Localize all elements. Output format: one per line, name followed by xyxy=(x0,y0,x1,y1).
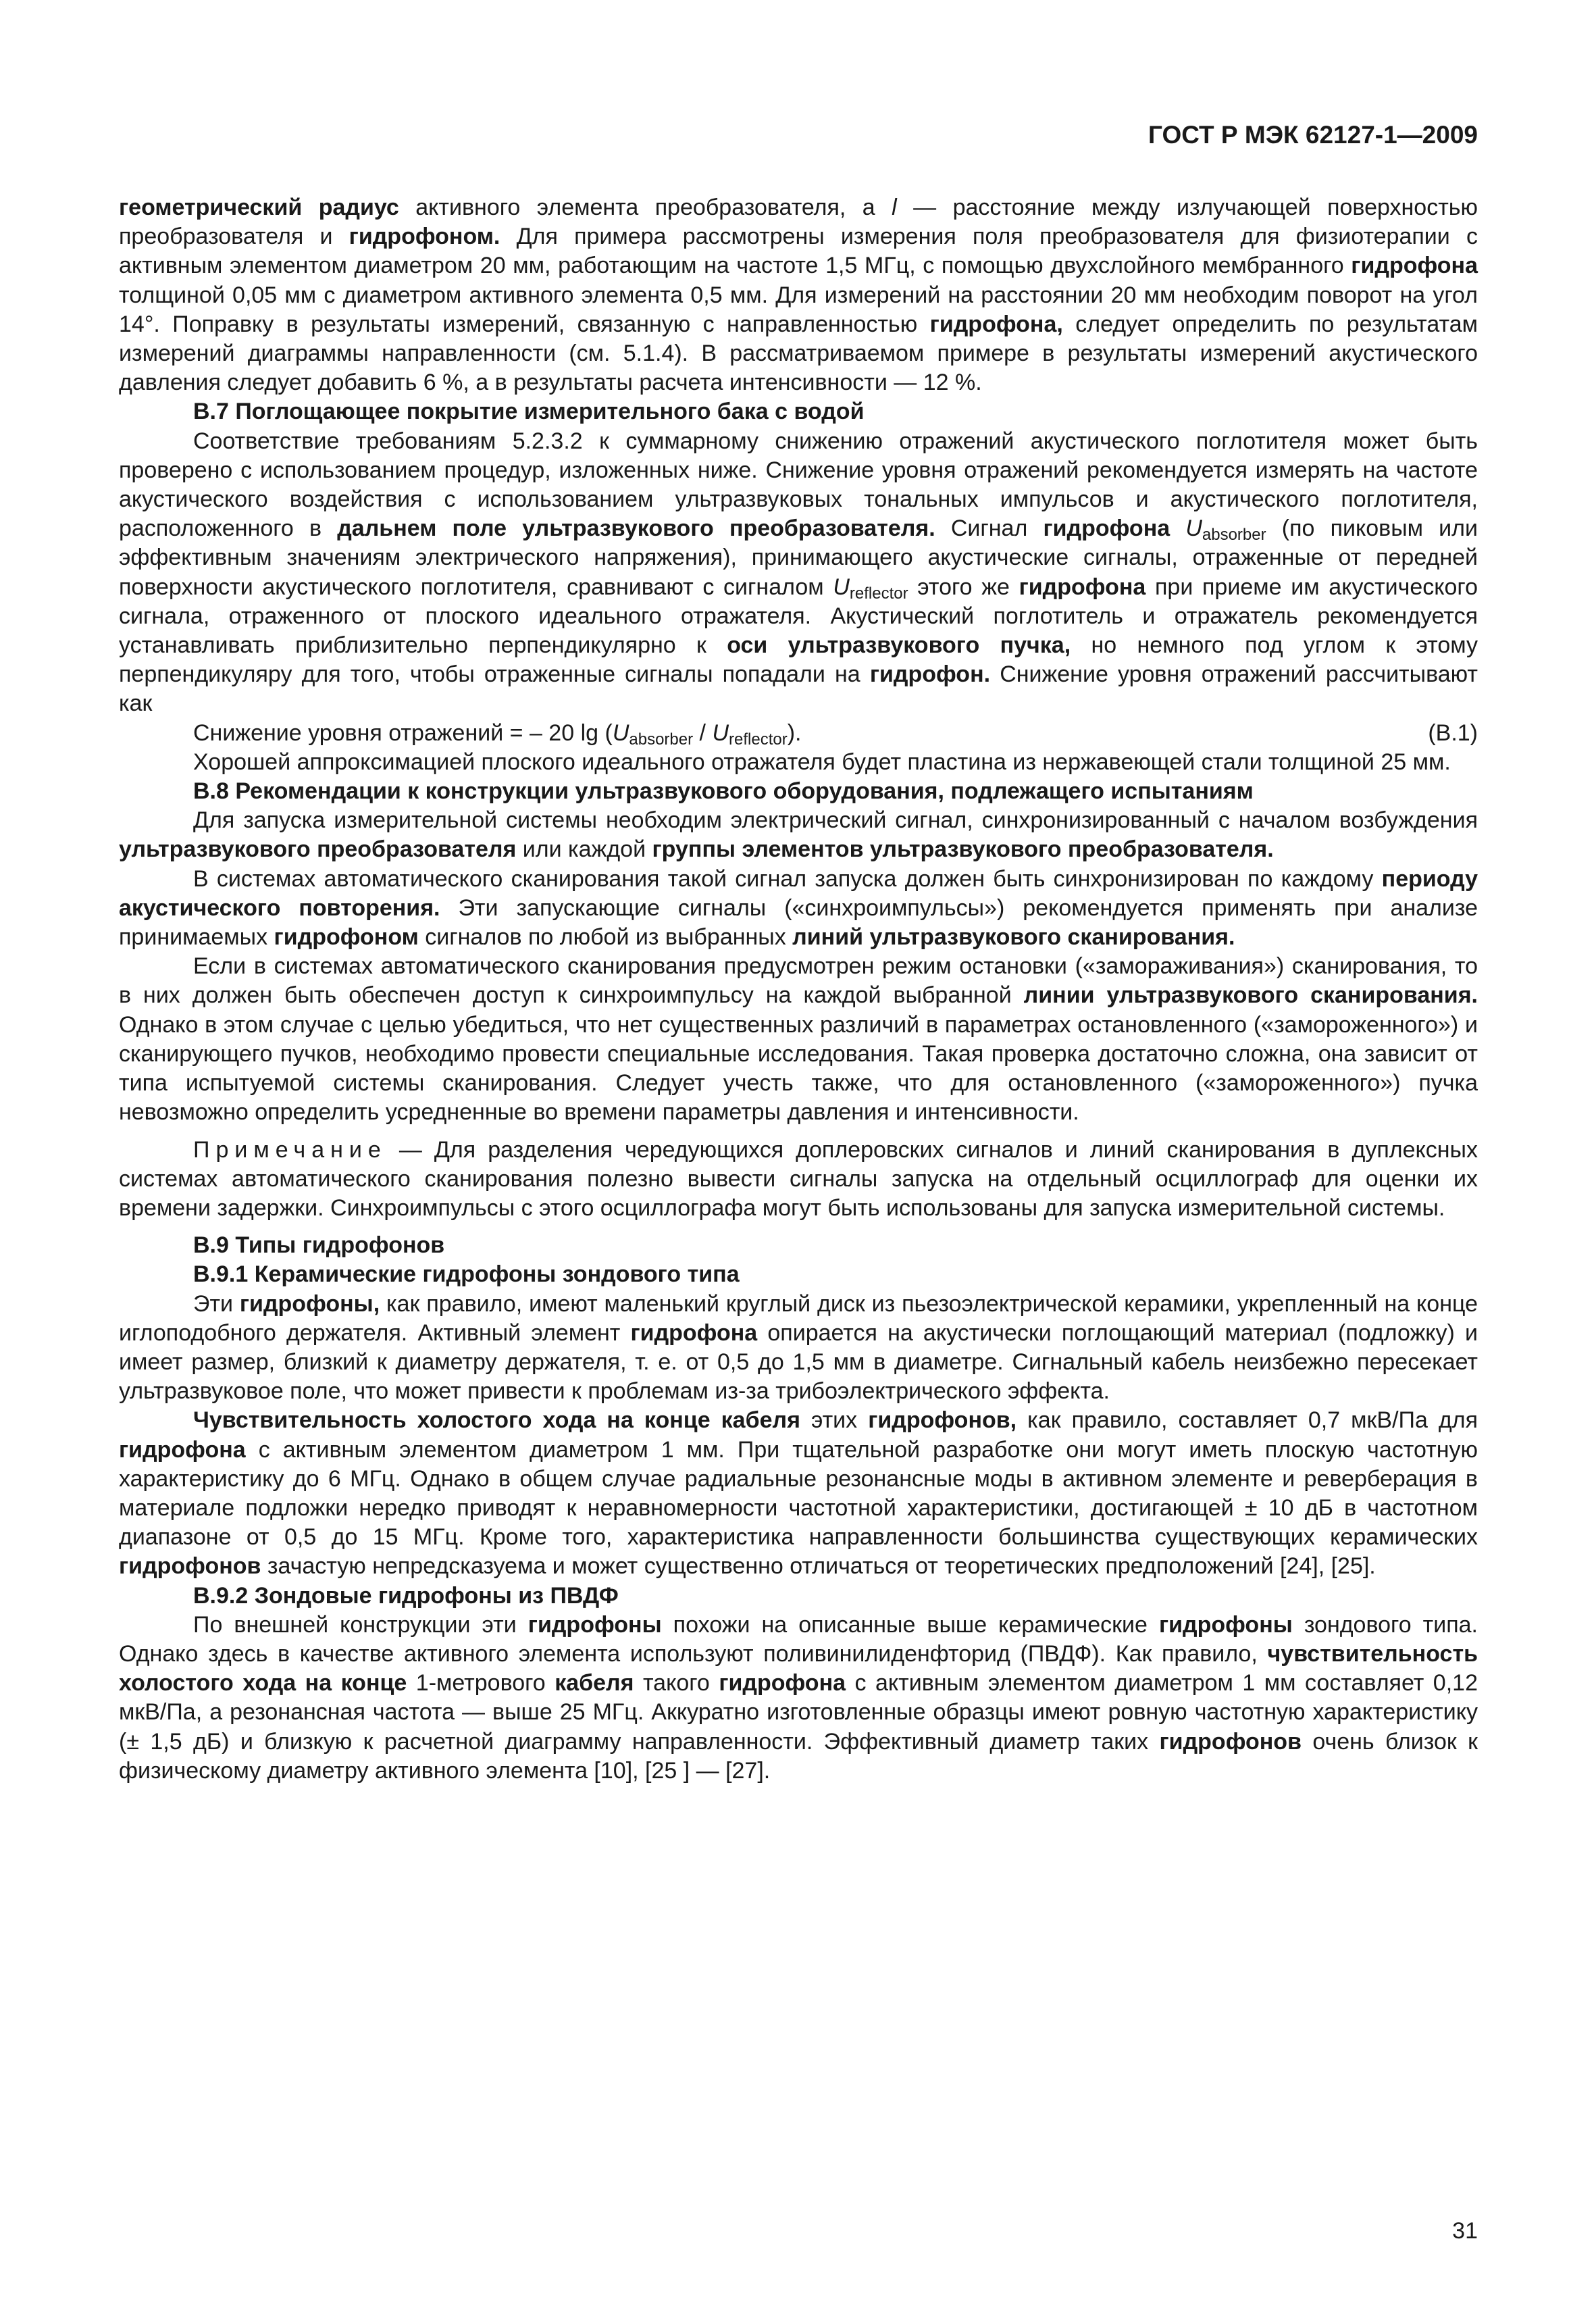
term: гидрофоны, xyxy=(239,1290,380,1317)
text: Соответствие требованиям 5.2.3.2 к суммарному снижению отражений акустического поглотителя может быть проверено с использованием процедур, изложенных ниже. Снижение уровня отражений рекомендуется измерять на частоте акустического воздействия с использованием ультразвуковых тональных импульсов и акустического поглотителя, расположенного в xyxy=(119,428,1478,542)
term: гидрофонов xyxy=(119,1553,261,1580)
page-number: 31 xyxy=(1452,2218,1478,2244)
text: Сигнал xyxy=(935,515,1044,542)
equation-number: (B.1) xyxy=(1428,720,1478,746)
text: при приеме им акустического сигнала, отраженного от плоского идеального отражателя. Акустический поглотитель и отражатель рекомендуется устанавливать приблизительно перпендикулярно к xyxy=(119,574,1478,659)
text: В системах автоматического сканирования такой сигнал запуска должен быть синхронизирован по каждому xyxy=(193,865,1382,892)
text: сигналов по любой из выбранных xyxy=(418,924,793,951)
text: (по пиковым или эффективным значениям электрического напряжения), принимающего акустические сигналы, отраженные от передней поверхности акустического поглотителя, сравнивают с сигналом xyxy=(119,515,1478,600)
term: гидрофон. xyxy=(869,661,991,688)
text: Эти запускающие сигналы («синхроимпульсы») рекомендуется применять при анализе принимаемых xyxy=(119,895,1478,951)
section-heading-b9: B.9 Типы гидрофонов xyxy=(193,1232,445,1259)
text: следует определить по результатам измерений диаграммы направленности (см. 5.1.4). В рассматриваемом примере в результаты измерений акустического давления следует добавить 6 %, а в результаты расчета интенсивности — 12 %. xyxy=(119,311,1478,396)
term: кабеля xyxy=(555,1670,634,1696)
text: этого же xyxy=(908,574,1019,600)
term: периоду акустического повторения. xyxy=(119,865,1478,921)
paragraph-b8-sync xyxy=(119,865,1478,953)
term: гидрофона xyxy=(1043,515,1170,542)
equation-text: / xyxy=(693,720,713,746)
term: гидрофоны xyxy=(1158,1611,1293,1638)
subscript: absorber xyxy=(1202,526,1266,545)
text: По внешней конструкции эти xyxy=(193,1611,528,1638)
paragraph-geometric-radius xyxy=(119,193,1478,397)
text: Для примера рассмотрены измерения поля преобразователя для физиотерапии с активным элементом диаметром 20 мм, работающим на частоте 1,5 МГц, с помощью двухслойного мембранного xyxy=(119,224,1478,279)
term: гидрофоном xyxy=(274,924,419,951)
text: как правило, составляет 0,7 мкВ/Па для xyxy=(1016,1407,1478,1434)
term: гидрофона, xyxy=(929,311,1063,337)
paragraph-b7-reflector: Хорошей аппроксимацией плоского идеального отражателя будет пластина из нержавеющей стали толщиной 25 мм. xyxy=(193,749,1451,775)
subscript: reflector xyxy=(849,584,908,603)
paragraph-b9-1-sensitivity xyxy=(119,1406,1478,1581)
term: гидрофона xyxy=(1351,253,1478,279)
text: этих xyxy=(800,1407,869,1434)
term: ультразвукового преобразователя xyxy=(119,836,517,863)
paragraph-b8-trigger xyxy=(119,806,1478,864)
term: оси ультразвукового пучка, xyxy=(727,632,1071,659)
subsection-heading-b9-1: B.9.1 Керамические гидрофоны зондового типа xyxy=(193,1261,740,1288)
text: — Для разделения чередующихся доплеровских сигналов и линий сканирования в дуплексных системах автоматического сканирования полезно вывести сигналы запуска на отдельный осциллограф для оценки их времени задержки. Синхроимпульсы с этого осциллографа могут быть использованы для запуска измерительной системы. xyxy=(119,1136,1478,1221)
text: толщиной 0,05 мм с диаметром активного элемента 0,5 мм. Для измерений на расстоянии 20 мм необходим поворот на угол 14°. Поправку в результаты измерений, связанную с направленностью xyxy=(119,282,1478,337)
text: активного элемента преобразователя, а xyxy=(398,195,892,220)
standard-header: ГОСТ Р МЭК 62127-1—2009 xyxy=(1148,121,1478,149)
term: гидрофонов, xyxy=(868,1407,1017,1434)
term: гидрофонов xyxy=(1159,1728,1302,1755)
document-body xyxy=(119,193,1478,1786)
paragraph-b9-2-pvdf xyxy=(119,1611,1478,1786)
variable: U xyxy=(1185,515,1202,542)
text: Для запуска измерительной системы необходим электрический сигнал, синхронизированный с началом возбуждения xyxy=(193,807,1478,834)
subscript: absorber xyxy=(629,730,694,749)
paragraph-b7-absorber xyxy=(119,427,1478,719)
term: линий ультразвукового сканирования. xyxy=(792,924,1235,951)
text: Эти xyxy=(193,1290,240,1317)
paragraph-b9-1-ceramic xyxy=(119,1290,1478,1407)
variable: l xyxy=(892,195,897,220)
text: зачастую непредсказуема и может существенно отличаться от теоретических предположений [24], [25]. xyxy=(261,1553,1376,1580)
text: Если в системах автоматического сканирования предусмотрен режим остановки («замораживания») сканирования, то в них должен быть обеспечен доступ к синхроимпульсу на каждой выбранной xyxy=(119,953,1478,1009)
text: как правило, имеют маленький круглый диск из пьезоэлектрической керамики, укрепленный на конце иглоподобного держателя. Активный элемент xyxy=(119,1290,1478,1346)
subsection-heading-b9-2: B.9.2 Зондовые гидрофоны из ПВДФ xyxy=(193,1582,619,1609)
text: зондового типа. Однако здесь в качестве активного элемента используют поливинилиденфторид (ПВДФ). Как правило, xyxy=(119,1611,1478,1667)
text: но немного под углом к этому перпендикуляру для того, чтобы отраженные сигналы попадали на xyxy=(119,632,1478,688)
text: — расстояние между излучающей поверхностью преобразователя и xyxy=(119,195,1478,250)
text: с активным элементом диаметром 1 мм составляет 0,12 мкВ/Па, а резонансная частота — выше 25 МГц. Аккуратно изготовленные образцы имеют ровную частотную характеристику (± 1,5 дБ) и близкую к расчетной диаграмму направленности. Эффективный диаметр таких xyxy=(119,1670,1478,1755)
term: группы элементов ультразвукового преобразователя. xyxy=(652,836,1274,863)
equation-b1 xyxy=(119,719,1478,748)
subscript: reflector xyxy=(729,730,788,749)
text: такого xyxy=(634,1670,719,1696)
text: очень близок к физическому диаметру активного элемента [10], [25 ] — [27]. xyxy=(119,1728,1478,1784)
term: гидрофона xyxy=(119,1436,246,1463)
term: Чувствительность холостого хода на конце кабеля xyxy=(193,1407,800,1434)
term: гидрофоном. xyxy=(349,224,500,250)
variable: U xyxy=(712,720,729,746)
term: чувствительность холостого хода на конце xyxy=(119,1640,1478,1696)
note-b8 xyxy=(119,1136,1478,1224)
term: гидрофона xyxy=(630,1319,758,1346)
equation-text: ). xyxy=(787,720,802,746)
text: похожи на описанные выше керамические xyxy=(661,1611,1159,1638)
term: гидрофоны xyxy=(527,1611,662,1638)
text: с активным элементом диаметром 1 мм. При тщательной разработке они могут иметь плоскую частотную характеристику до 6 МГц. Однако в общем случае радиальные резонансные моды в активном элементе и реверберация в материале подложки нередко приводят к неравномерности частотной характеристики, достигающей ± 10 дБ в частотном диапазоне от 0,5 до 15 МГц. Кроме того, характеристика направленности большинства существующих керамических xyxy=(119,1436,1478,1551)
term: гидрофона xyxy=(719,1670,846,1696)
variable: U xyxy=(612,720,629,746)
term: линии ультразвукового сканирования. xyxy=(1023,982,1478,1009)
term: гидрофона xyxy=(1019,574,1146,600)
section-heading-b8: B.8 Рекомендации к конструкции ультразвукового оборудования, подлежащего испытаниям xyxy=(193,778,1254,805)
term: геометрический радиус xyxy=(119,195,399,220)
text: Однако в этом случае с целью убедиться, что нет существенных различий в параметрах остановленного («замороженного») и сканирующего пучков, необходимо провести специальные исследования. Такая проверка достаточно сложна, она зависит от типа испытуемой системы сканирования. Следует учесть также, что для остановленного («замороженного») пучка невозможно определить усредненные во времени параметры давления и интенсивности. xyxy=(119,1011,1478,1126)
equation-text: Снижение уровня отражений = – 20 lg ( xyxy=(193,720,613,746)
text: 1-метрового xyxy=(407,1670,555,1696)
section-heading-b7: B.7 Поглощающее покрытие измерительного бака с водой xyxy=(193,399,865,425)
note-label: Примечание xyxy=(193,1136,387,1163)
paragraph-b8-freeze xyxy=(119,952,1478,1127)
text: опирается на акустически поглощающий материал (подложку) и имеет размер, близкий к диаметру держателя, т. е. от 0,5 до 1,5 мм в диаметре. Сигнальный кабель неизбежно пересекает ультразвуковое поле, что может привести к проблемам из-за трибоэлектрического эффекта. xyxy=(119,1319,1478,1405)
term: дальнем поле ультразвукового преобразователя. xyxy=(337,515,935,542)
variable: U xyxy=(833,574,850,600)
text: или каждой xyxy=(516,836,652,863)
text: Снижение уровня отражений рассчитывают как xyxy=(119,661,1478,717)
